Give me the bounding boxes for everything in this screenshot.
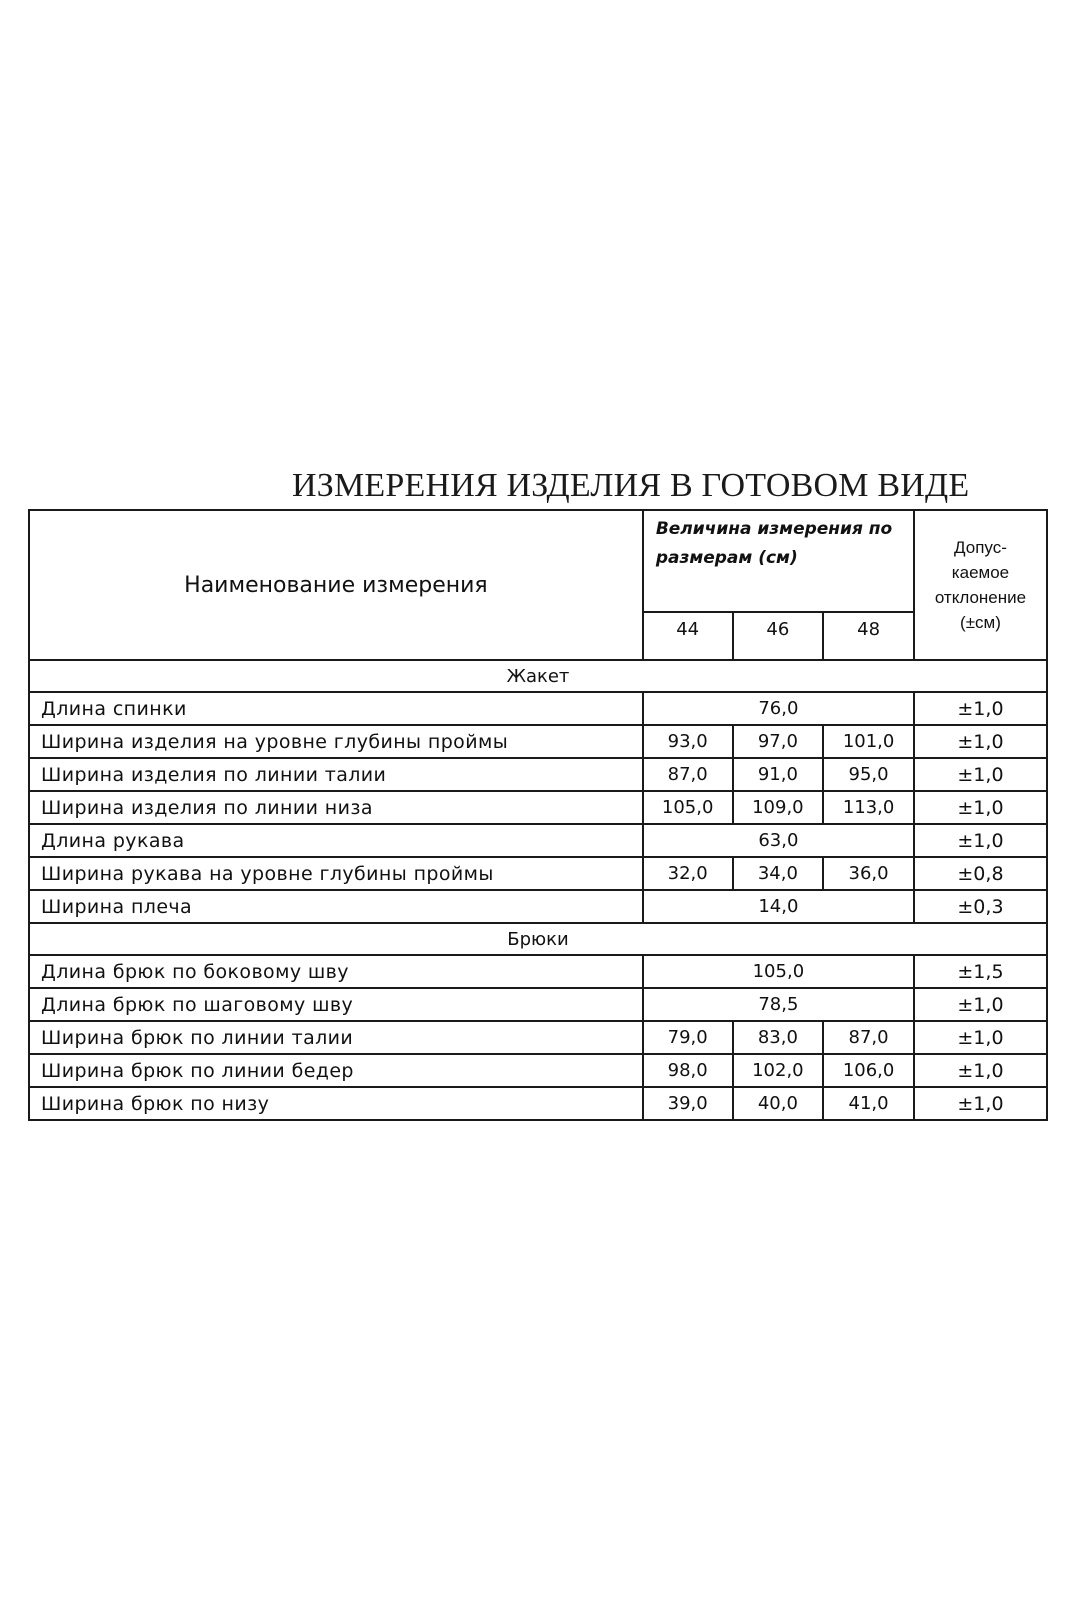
measurement-name: Длина брюк по боковому шву bbox=[29, 955, 643, 988]
value-all-sizes: 76,0 bbox=[643, 692, 914, 725]
tolerance-header-line: Допус- bbox=[954, 538, 1007, 557]
value-size-44: 32,0 bbox=[643, 857, 733, 890]
measurement-name: Ширина брюк по линии бедер bbox=[29, 1054, 643, 1087]
value-size-44: 79,0 bbox=[643, 1021, 733, 1054]
tolerance-value: ±0,8 bbox=[914, 857, 1047, 890]
table-row bbox=[29, 791, 1047, 824]
value-size-46: 34,0 bbox=[733, 857, 824, 890]
tolerance-value: ±1,0 bbox=[914, 692, 1047, 725]
value-size-46: 97,0 bbox=[733, 725, 824, 758]
value-size-44: 98,0 bbox=[643, 1054, 733, 1087]
value-size-46: 83,0 bbox=[733, 1021, 824, 1054]
table-row bbox=[29, 988, 1047, 1021]
tolerance-header-line: каемое bbox=[951, 563, 1010, 582]
tolerance-value: ±1,0 bbox=[914, 1087, 1047, 1120]
tolerance-value: ±1,0 bbox=[914, 791, 1047, 824]
section-row bbox=[29, 660, 1047, 692]
tolerance-value: ±0,3 bbox=[914, 890, 1047, 923]
value-size-44: 39,0 bbox=[643, 1087, 733, 1120]
value-size-48: 41,0 bbox=[823, 1087, 914, 1120]
section-title: Брюки bbox=[29, 923, 1047, 955]
table-row bbox=[29, 692, 1047, 725]
value-size-44: 93,0 bbox=[643, 725, 733, 758]
value-size-48: 87,0 bbox=[823, 1021, 914, 1054]
value-size-46: 102,0 bbox=[733, 1054, 824, 1087]
section-row bbox=[29, 923, 1047, 955]
value-size-46: 40,0 bbox=[733, 1087, 824, 1120]
measurement-name: Ширина брюк по низу bbox=[29, 1087, 643, 1120]
value-size-48: 95,0 bbox=[823, 758, 914, 791]
table-row bbox=[29, 890, 1047, 923]
measurement-name: Длина брюк по шаговому шву bbox=[29, 988, 643, 1021]
size-header-46: 46 bbox=[733, 612, 824, 660]
value-all-sizes: 63,0 bbox=[643, 824, 914, 857]
section-title: Жакет bbox=[29, 660, 1047, 692]
tolerance-header-line: отклонение bbox=[934, 588, 1027, 607]
tolerance-value: ±1,0 bbox=[914, 988, 1047, 1021]
value-size-44: 105,0 bbox=[643, 791, 733, 824]
tolerance-value: ±1,0 bbox=[914, 1021, 1047, 1054]
measurement-name: Ширина изделия по линии талии bbox=[29, 758, 643, 791]
value-size-46: 91,0 bbox=[733, 758, 824, 791]
column-header-name: Наименование измерения bbox=[29, 510, 643, 660]
value-size-48: 101,0 bbox=[823, 725, 914, 758]
measurement-name: Длина рукава bbox=[29, 824, 643, 857]
table-row bbox=[29, 1087, 1047, 1120]
table-row bbox=[29, 857, 1047, 890]
table-row bbox=[29, 758, 1047, 791]
table-row bbox=[29, 1021, 1047, 1054]
tolerance-value: ±1,0 bbox=[914, 1054, 1047, 1087]
value-size-44: 87,0 bbox=[643, 758, 733, 791]
value-all-sizes: 14,0 bbox=[643, 890, 914, 923]
table-row bbox=[29, 725, 1047, 758]
value-size-48: 106,0 bbox=[823, 1054, 914, 1087]
value-size-46: 109,0 bbox=[733, 791, 824, 824]
measurement-name: Ширина изделия на уровне глубины проймы bbox=[29, 725, 643, 758]
tolerance-value: ±1,0 bbox=[914, 824, 1047, 857]
measurements-table bbox=[28, 509, 1048, 1121]
table-row bbox=[29, 1054, 1047, 1087]
tolerance-value: ±1,0 bbox=[914, 758, 1047, 791]
column-header-value: Величина измерения по размерам (см) bbox=[643, 510, 914, 612]
value-all-sizes: 78,5 bbox=[643, 988, 914, 1021]
measurement-name: Ширина плеча bbox=[29, 890, 643, 923]
measurement-name: Ширина брюк по линии талии bbox=[29, 1021, 643, 1054]
size-header-48: 48 bbox=[823, 612, 914, 660]
header-row bbox=[29, 510, 1047, 612]
table-row bbox=[29, 824, 1047, 857]
measurement-name: Ширина изделия по линии низа bbox=[29, 791, 643, 824]
column-header-tolerance bbox=[914, 510, 1047, 660]
size-header-44: 44 bbox=[643, 612, 733, 660]
document-title: ИЗМЕРЕНИЯ ИЗДЕЛИЯ В ГОТОВОМ ВИДЕ bbox=[292, 467, 970, 504]
measurement-name: Длина спинки bbox=[29, 692, 643, 725]
tolerance-header-line: (±см) bbox=[960, 613, 1001, 632]
value-size-48: 113,0 bbox=[823, 791, 914, 824]
tolerance-value: ±1,5 bbox=[914, 955, 1047, 988]
table-row bbox=[29, 955, 1047, 988]
value-all-sizes: 105,0 bbox=[643, 955, 914, 988]
measurement-name: Ширина рукава на уровне глубины проймы bbox=[29, 857, 643, 890]
tolerance-value: ±1,0 bbox=[914, 725, 1047, 758]
value-size-48: 36,0 bbox=[823, 857, 914, 890]
